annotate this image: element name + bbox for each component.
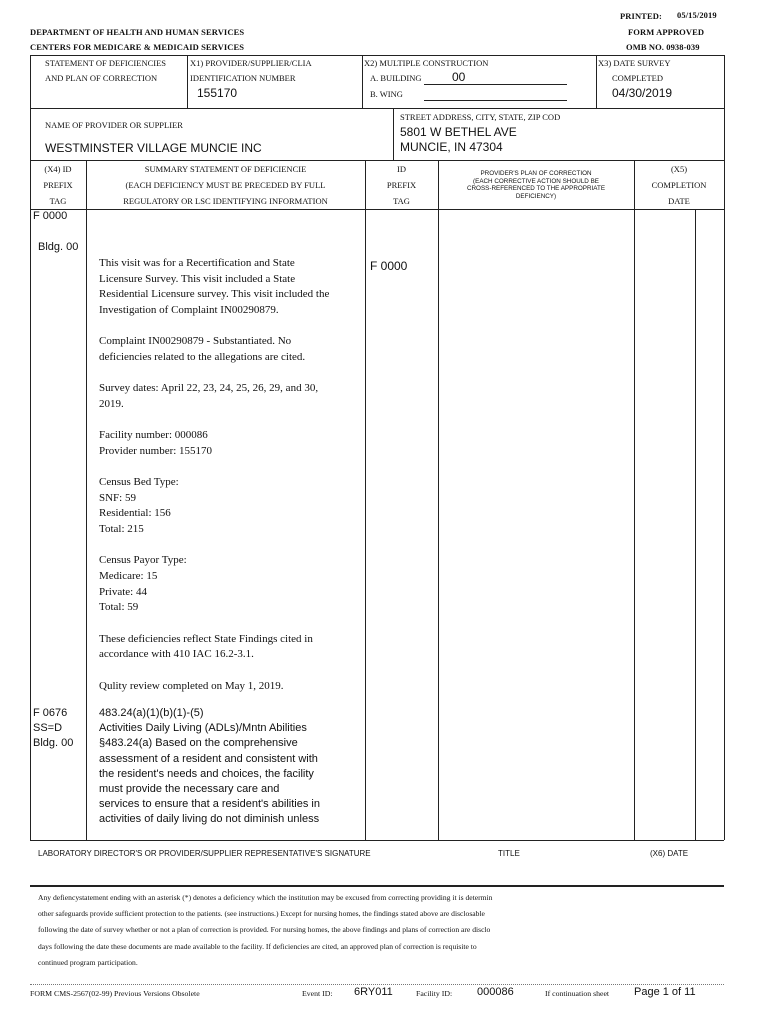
wing-label: B. WING: [370, 89, 403, 99]
provider-label: NAME OF PROVIDER OR SUPPLIER: [45, 120, 183, 130]
summary-paragraph: Complaint IN00290879 - Substantiated. No deficiencies related to the allegations are cited.: [99, 335, 306, 364]
x4-tag: TAG: [49, 196, 67, 206]
event-id-label: Event ID:: [302, 989, 333, 998]
address-line2: MUNCIE, IN 47304: [400, 140, 503, 154]
form-approved: FORM APPROVED: [628, 27, 705, 37]
tag-f0000: F 0000: [33, 210, 68, 222]
date-label: (X6) DATE: [650, 849, 689, 858]
summary-label-2: (EACH DEFICIENCY MUST BE PRECEDED BY FULL: [125, 180, 326, 190]
x1-label-1: X1) PROVIDER/SUPPLIER/CLIA: [190, 58, 312, 68]
x2-label: X2) MULTIPLE CONSTRUCTION: [364, 58, 489, 68]
facility-id-label: Facility ID:: [416, 989, 453, 998]
x4-prefix: PREFIX: [43, 180, 73, 190]
signature-label: LABORATORY DIRECTOR'S OR PROVIDER/SUPPLIER REPRESENTATIVE'S SIGNATURE: [38, 849, 371, 858]
facility-id-value: 000086: [477, 986, 514, 998]
summary-label-3: REGULATORY OR LSC IDENTIFYING INFORMATION: [123, 196, 328, 206]
summary-label-1: SUMMARY STATEMENT OF DEFICIENCIE: [144, 164, 307, 174]
event-id-value: 6RY011: [354, 986, 393, 998]
address-line1: 5801 W BETHEL AVE: [400, 125, 517, 139]
x5-date: DATE: [668, 196, 690, 206]
x5-completion: COMPLETION: [651, 180, 707, 190]
summary-paragraph: This visit was for a Recertification and State Licensure Survey. This visit included a State Residential Licensure survey. This visit included the Investigation of Complaint IN00290879.: [99, 257, 330, 317]
id-label: ID: [397, 164, 406, 174]
omb-number: OMB NO. 0938-039: [626, 42, 700, 52]
x1-label-2: IDENTIFICATION NUMBER: [190, 73, 296, 83]
survey-date: 04/30/2019: [612, 86, 673, 100]
id-tag-f0000: F 0000: [370, 259, 408, 273]
summary-paragraph: Census Payor Type: Medicare: 15 Private: 44 Total: 59: [99, 554, 187, 614]
plan-of-correction-header: PROVIDER'S PLAN OF CORRECTION (EACH CORRECTIVE ACTION SHOULD BE CROSS-REFERENCED TO THE APPROPRIATE DEFICIENCY): [466, 170, 606, 200]
summary-paragraph: Facility number: 000086 Provider number: 155170: [99, 429, 213, 457]
id-prefix: PREFIX: [386, 180, 417, 190]
printed-date: 05/15/2019: [677, 10, 717, 20]
id-tag: TAG: [393, 196, 410, 206]
ss-rating: SS=D: [33, 722, 63, 735]
provider-name: WESTMINSTER VILLAGE MUNCIE INC: [45, 141, 262, 155]
summary-text: [99, 256, 339, 710]
deficiency-tag-block: [33, 706, 73, 752]
disclaimer: Any defiencystatement ending with an asterisk (*) denotes a deficiency which the institution may be excused from correcting providing it is determin other safeguards provide sufficient protection to the patients. (see instructions.) Except for nursing homes, the findings stated above are disclosable following the date of survey whether or not a plan of correction is provided. For nursing homes, the above findings and plans of correction are disclo days following the date these documents are made available to the facility. If deficiencies are cited, an approved plan of correction is requisite to continued program participation.: [38, 893, 493, 967]
form-number: FORM CMS-2567(02-99) Previous Versions Obsolete: [30, 989, 200, 998]
title-label: TITLE: [498, 849, 520, 858]
printed-label: PRINTED:: [620, 11, 662, 21]
x5-label: (X5): [670, 164, 688, 174]
summary-paragraph: Qulity review completed on May 1, 2019.: [99, 679, 284, 692]
tag-f0676: F 0676: [33, 707, 68, 719]
summary-paragraph: Census Bed Type: SNF: 59 Residential: 156 Total: 215: [99, 476, 179, 536]
address-label: STREET ADDRESS, CITY, STATE, ZIP COD: [400, 112, 561, 122]
building-label: A. BUILDING: [370, 73, 422, 83]
building-value: 00: [452, 70, 466, 84]
summary-paragraph: Survey dates: April 22, 23, 24, 25, 26, 29, and 30, 2019.: [99, 382, 319, 410]
continuation-label: If continuation sheet: [545, 989, 610, 998]
statement-label-2: AND PLAN OF CORRECTION: [45, 73, 158, 83]
agency-line2: CENTERS FOR MEDICARE & MEDICAID SERVICES: [30, 42, 245, 52]
agency-line1: DEPARTMENT OF HEALTH AND HUMAN SERVICES: [30, 27, 245, 37]
summary-paragraph: These deficiencies reflect State Findings cited in accordance with 410 IAC 16.2-3.1.: [99, 632, 313, 661]
bldg-00: Bldg. 00: [38, 241, 79, 253]
bldg-00: Bldg. 00: [33, 737, 74, 750]
x4-label: (X4) ID: [44, 164, 72, 174]
page-number: Page 1 of 11: [634, 986, 696, 998]
statement-label-1: STATEMENT OF DEFICIENCIES: [45, 58, 167, 68]
deficiency-text: 483.24(a)(1)(b)(1)-(5) Activities Daily Living (ADLs)/Mntn Abilities §483.24(a) Based on the comprehensive assessment of a resident and consistent with the resident's needs and choices, the facility must provide the necessary care and services to ensure that a resident's abilities in activities of daily living do not diminish unless: [99, 707, 320, 826]
x3-label-2: COMPLETED: [612, 73, 663, 83]
provider-id: 155170: [197, 86, 238, 100]
x3-label-1: X3) DATE SURVEY: [598, 58, 671, 68]
